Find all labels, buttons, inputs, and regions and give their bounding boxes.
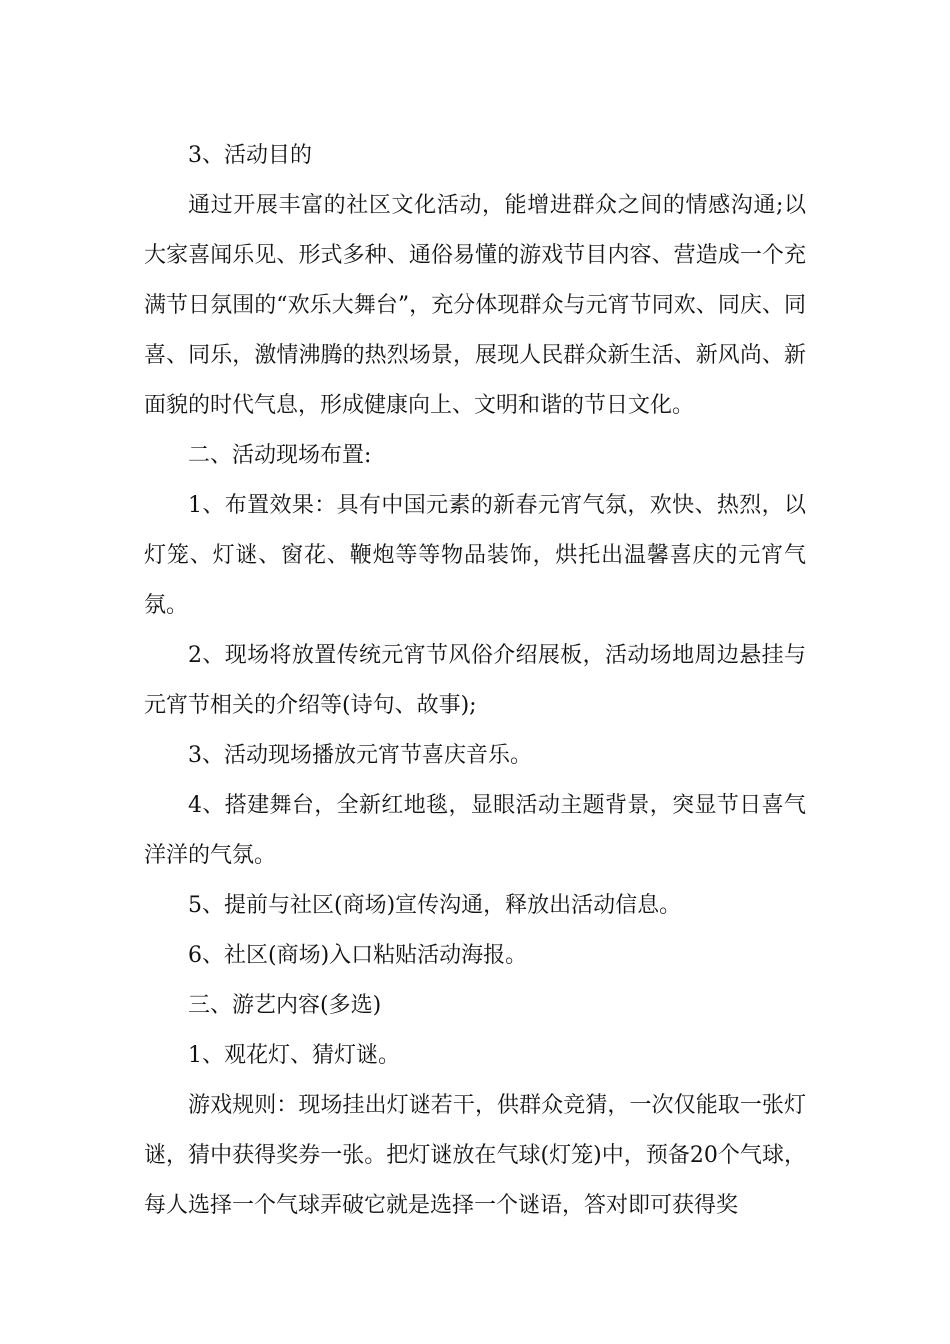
- document-body: [144, 131, 806, 1231]
- paragraph-game-rules: 游戏规则：现场挂出灯谜若干，供群众竞猜，一次仅能取一张灯谜，猜中获得奖券一张。把灯谜放在气球(灯笼)中，预备20个气球，每人选择一个气球弄破它就是选择一个谜语，答对即可获得奖: [144, 1093, 806, 1218]
- paragraph-setup-music: 3、活动现场播放元宵节喜庆音乐。: [188, 743, 532, 768]
- paragraph-setup-publicity: 5、提前与社区(商场)宣传沟通，释放出活动信息。: [188, 893, 682, 918]
- paragraph-game-lanterns: 1、观花灯、猜灯谜。: [188, 1043, 400, 1068]
- paragraph-setup-stage: 4、搭建舞台，全新红地毯，显眼活动主题背景，突显节日喜气洋洋的气氛。: [144, 793, 806, 868]
- section-heading-games: 三、游艺内容(多选): [188, 993, 382, 1018]
- paragraph-purpose-text: 通过开展丰富的社区文化活动，能增进群众之间的情感沟通;以大家喜闻乐见、形式多种、通俗易懂的游戏节目内容、营造成一个充满节日氛围的“欢乐大舞台”，充分体现群众与元宵节同欢、同庆、同喜、同乐，激情沸腾的热烈场景，展现人民群众新生活、新风尚、新面貌的时代气息，形成健康向上、文明和谐的节日文化。: [144, 193, 806, 418]
- paragraph-setup-display-boards: 2、现场将放置传统元宵节风俗介绍展板，活动场地周边悬挂与元宵节相关的介绍等(诗句、故事);: [144, 643, 806, 718]
- section-heading-purpose: 3、活动目的: [188, 143, 312, 168]
- section-heading-venue-setup: 二、活动现场布置:: [188, 443, 372, 468]
- paragraph-setup-posters: 6、社区(商场)入口粘贴活动海报。: [188, 943, 528, 968]
- paragraph-setup-effect: 1、布置效果：具有中国元素的新春元宵气氛，欢快、热烈，以灯笼、灯谜、窗花、鞭炮等等物品装饰，烘托出温馨喜庆的元宵气氛。: [144, 493, 806, 618]
